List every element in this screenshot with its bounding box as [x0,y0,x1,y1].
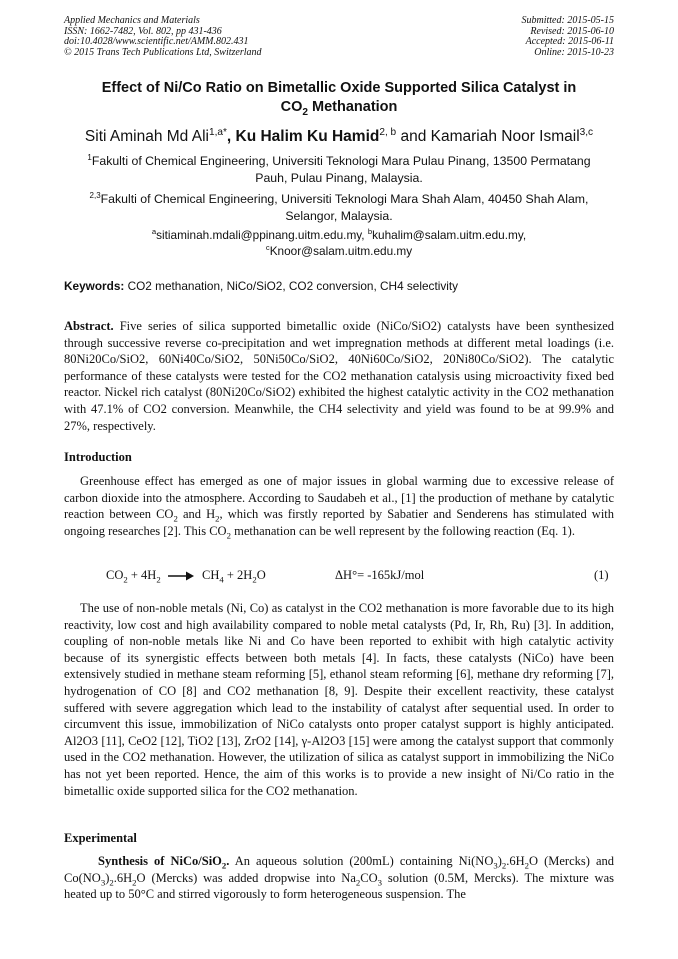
email-c: Knoor@salam.uitm.edu.my [269,243,413,258]
author-1: Siti Aminah Md Ali [84,128,209,145]
submitted-date: Submitted: 2015-05-15 [521,15,614,26]
affiliation-1: $^1$Fakulti of Chemical Engineering, Universiti Teknologi Mara Pulau Pinang, 13500 Permatang Pauh, Pulau Pinang, Malaysia. [87,152,591,185]
dates-header [522,16,615,58]
introduction-heading: Introduction [64,450,132,464]
accepted-date: Accepted: 2015-06-11 [525,36,614,47]
doi-line: doi:10.4028/www.scientific.net/AMM.802.431 [64,36,249,47]
keywords [64,279,624,294]
title-line-1: Effect of Ni/Co Ratio on Bimetallic Oxide Supported Silica Catalyst in [101,80,577,96]
abstract [64,318,614,434]
author-3: and Kamariah Noor Ismail [396,128,580,145]
title-line-2: $CO_2$ Methanation [280,99,398,118]
experimental-heading: Experimental [64,831,137,845]
equation-enthalpy: ΔH°= -165kJ/mol [335,568,425,582]
synthesis-subheading: Synthesis of NiCo/SiO$_2$. [98,854,230,871]
equation-reactants: $CO_2 + 4H_2$ [106,568,161,585]
author-emails: $^a$sitiaminah.mdali@ppinang.uitm.edu.my, $^b$kuhalim@salam.uitm.edu.my, $^c$Knoor@salam.uitm.edu.my [151,227,527,258]
author-list: Siti Aminah Md Ali$^{1,a*}$, Ku Halim Ku Hamid$^{2, b}$ and Kamariah Noor Ismail$^{3,c}$ [84,126,594,145]
online-date: Online: 2015-10-23 [534,46,614,58]
reaction-arrow-icon [167,570,195,582]
journal-header [64,16,262,58]
abstract-text: Five series of silica supported bimetallic oxide (NiCo/SiO2) catalysts have been synthesized through successive reverse co-precipitation and wet impregnation methods at different metal loadings (i.e. 80Ni20Co/SiO2, 60Ni40Co/SiO2, 50Ni50Co/SiO2, 40Ni60Co/SiO2, 20Ni80Co/SiO2). The catalytic performance of these catalysts were tested for the CO2 methanation catalysis using microactivity fixed bed reactor. Nickel rich catalyst (80Ni20Co/SiO2) exhibited the highest catalytic activity in the CO2 methanation with 47.1% of CO2 conversion. Meanwhile, the CH4 selectivity and yield was found to be at 99.9% and 27%, respectively. [64,319,614,433]
keywords-label: Keywords: [64,279,125,293]
issn-line: ISSN: 1662-7482, Vol. 802, pp 431-436 [64,25,222,37]
introduction-paragraph-2: The use of non-noble metals (Ni, Co) as catalyst in the CO2 methanation is more favorable due to its high reactivity, low cost and high availability compared to noble metal catalysts (Pd, Ir, Rh, Ru) [3]. In addition, coupling of non-noble metals like Ni and Co have been reported to exhibit with high catalytic activity because of its synergistic effects between both metals [4]. In facts, these catalysts (NiCo) have been extensively studied in methane steam reforming [5], ethanol steam reforming [6], methane dry reforming [7], hydrogenation of CO [8] and CO2 methanation [8, 9]. Despite their excellent reactivity, these catalyst suffered with severe aggregation which lead to the instability of catalyst after sequential used. In order to circumvent this issue, immobilization of NiCo catalysts onto proper catalyst support is highly anticipated. Al2O3 [11], CeO2 [12], TiO2 [13], ZrO2 [14], γ-Al2O3 [15] were among the catalyst support that commonly used in the CO2 methanation. However, the utilization of silica as catalyst support in immobilizing the NiCo has not yet been reported. Hence, the aim of this works is to provide a new insight of Ni/Co ratio in the bimetallic oxide supported silica for the CO2 methanation. [64,601,614,798]
email-a: sitiaminah.mdali@ppinang.uitm.edu.my, [156,228,368,242]
journal-name: Applied Mechanics and Materials [64,15,200,26]
experimental-paragraph: Synthesis of NiCo/SiO$_2$. An aqueous solution (200mL) containing $Ni(NO_3)_2.6H_2O$ (Mercks) and $Co(NO_3)_2.6H_2O$ (Mercks) was added dropwise into $Na_2CO_3$ solution (0.5M, Mercks). The mixture was heated up to 50°C and stirred vigorously to form heterogeneous suspension. The [64,854,614,902]
equation-number: (1) [594,568,609,582]
paper-title [60,79,618,117]
keywords-text: CO2 methanation, NiCo/SiO2, CO2 conversion, CH4 selectivity [124,279,459,293]
abstract-label: Abstract. [64,319,114,333]
email-b: kuhalim@salam.uitm.edu.my, [372,228,527,242]
introduction-paragraph-1: Greenhouse effect has emerged as one of major issues in global warming due to excessive release of carbon dioxide into the atmosphere. According to Saudabeh et al., [1] the production of methane by catalytic reaction between $CO_2$ and $H_2$, which was firstly reported by Sabatier and Senderens has stimulated with ongoing researches [2]. This $CO_2$ methanation can be well represent by the following reaction (Eq. 1). [64,474,615,541]
affiliation-2: $^{2,3}$Fakulti of Chemical Engineering, Universiti Teknologi Mara Shah Alam, 40450 Shah Alam, Selangor, Malaysia. [89,190,589,223]
equation-products: $CH_4 + 2H_2O$ [202,568,266,585]
copyright-line: © 2015 Trans Tech Publications Ltd, Switzerland [64,46,262,58]
revised-date: Revised: 2015-06-10 [530,25,614,37]
